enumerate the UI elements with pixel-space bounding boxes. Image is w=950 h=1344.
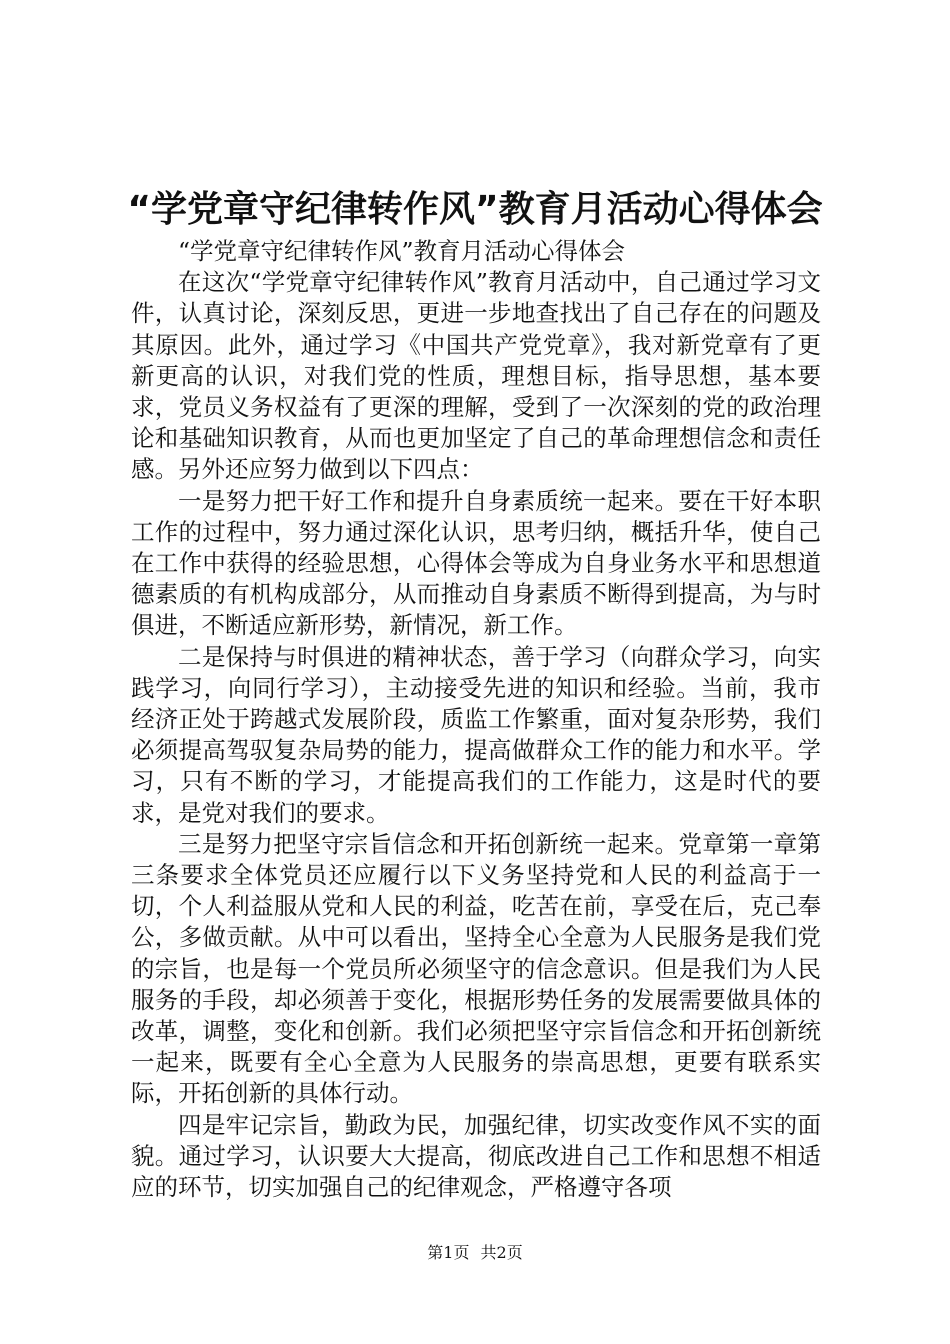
paragraph-point-one: 一是努力把干好工作和提升自身素质统一起来。要在干好本职工作的过程中，努力通过深化认识，思考归纳，概括升华，使自己在工作中获得的经验思想，心得体会等成为自身业务水平和思想道德素质的有机构成部分，从而推动自身素质不断得到提高，为与时俱进，不断适应新形势，新情况，新工作。 bbox=[131, 486, 821, 640]
paragraph-intro: 在这次“学党章守纪律转作风”教育月活动中，自己通过学习文件，认真讨论，深刻反思，更进一步地查找出了自己存在的问题及其原因。此外，通过学习《中国共产党党章》，我对新党章有了更新更高的认识，对我们党的性质，理想目标，指导思想，基本要求，党员义务权益有了更深的理解，受到了一次深刻的党的政治理论和基础知识教育，从而也更加坚定了自己的革命理想信念和责任感。另外还应努力做到以下四点： bbox=[131, 268, 821, 484]
paragraph-point-four: 四是牢记宗旨，勤政为民，加强纪律，切实改变作风不实的面貌。通过学习，认识要大大提高，彻底改进自己工作和思想不相适应的环节，切实加强自己的纪律观念，严格遵守各项 bbox=[131, 1110, 821, 1202]
paragraph-subtitle: “学党章守纪律转作风”教育月活动心得体会 bbox=[178, 237, 626, 265]
page-number-current: 第1页 bbox=[427, 1243, 470, 1262]
page-footer bbox=[0, 1242, 950, 1264]
document-body bbox=[131, 236, 821, 1203]
paragraph-point-two: 二是保持与时俱进的精神状态，善于学习（向群众学习，向实践学习，向同行学习），主动接受先进的知识和经验。当前，我市经济正处于跨越式发展阶段，质监工作繁重，面对复杂形势，我们必须提高驾驭复杂局势的能力，提高做群众工作的能力和水平。学习，只有不断的学习，才能提高我们的工作能力，这是时代的要求，是党对我们的要求。 bbox=[131, 642, 821, 827]
document-title: “学党章守纪律转作风”教育月活动心得体会 bbox=[127, 189, 823, 230]
page-number-total: 共2页 bbox=[480, 1243, 523, 1262]
paragraph-point-three: 三是努力把坚守宗旨信念和开拓创新统一起来。党章第一章第三条要求全体党员还应履行以下义务坚持党和人民的利益高于一切，个人利益服从党和人民的利益，吃苦在前，享受在后，克己奉公，多做贡献。从中可以看出，坚持全心全意为人民服务是我们党的宗旨，也是每一个党员所必须坚守的信念意识。但是我们为人民服务的手段，却必须善于变化，根据形势任务的发展需要做具体的改革，调整，变化和创新。我们必须把坚守宗旨信念和开拓创新统一起来，既要有全心全意为人民服务的崇高思想，更要有联系实际，开拓创新的具体行动。 bbox=[131, 829, 821, 1108]
